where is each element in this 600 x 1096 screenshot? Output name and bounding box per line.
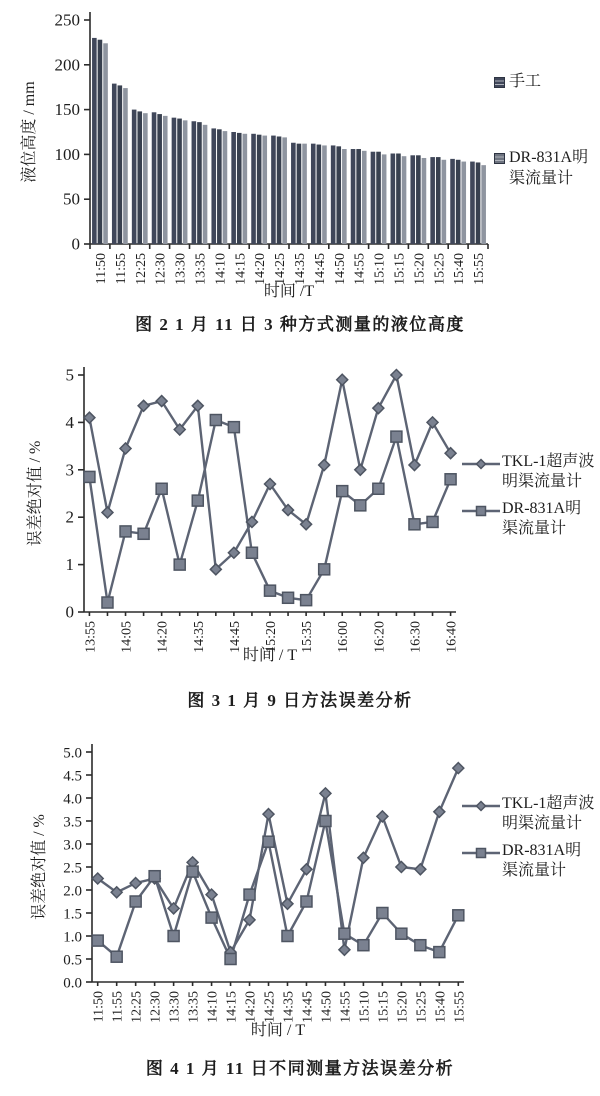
figure-3-legend bbox=[462, 452, 596, 540]
data-point-diamond bbox=[427, 417, 438, 428]
data-point-diamond bbox=[409, 460, 420, 471]
x-axis-tick-label: 13:30 bbox=[173, 253, 189, 285]
data-point-square bbox=[156, 483, 167, 494]
x-axis-title: 时间 /T bbox=[263, 283, 315, 300]
bar bbox=[342, 149, 347, 244]
y-axis-tick-label: 100 bbox=[54, 144, 80, 164]
data-point-diamond bbox=[301, 864, 312, 875]
x-axis-tick-label: 14:45 bbox=[300, 991, 316, 1023]
data-point-diamond bbox=[206, 889, 217, 900]
data-point-square bbox=[373, 483, 384, 494]
data-point-square bbox=[319, 564, 330, 575]
data-point-diamond bbox=[445, 448, 456, 459]
figure-4-legend bbox=[462, 794, 596, 882]
x-axis-tick-label: 14:05 bbox=[119, 621, 135, 653]
x-axis-tick-label: 12:30 bbox=[148, 991, 164, 1023]
x-axis-tick-label: 16:00 bbox=[336, 621, 352, 653]
bar bbox=[243, 134, 248, 244]
x-axis-title: 时间 / T bbox=[250, 1022, 306, 1039]
data-point-diamond bbox=[282, 898, 293, 909]
data-point-diamond bbox=[337, 374, 348, 385]
y-axis-tick-label: 4 bbox=[65, 412, 74, 432]
bar bbox=[152, 112, 157, 244]
y-axis-tick-label: 0.5 bbox=[63, 952, 82, 969]
data-point-square bbox=[174, 559, 185, 570]
data-point-diamond bbox=[319, 460, 330, 471]
y-axis-tick-label: 150 bbox=[54, 100, 80, 120]
bar bbox=[362, 151, 367, 244]
x-axis-tick-label: 11:50 bbox=[91, 991, 107, 1023]
data-point-square bbox=[391, 431, 402, 442]
bar bbox=[98, 40, 103, 244]
data-point-square bbox=[445, 474, 456, 485]
data-point-diamond bbox=[84, 412, 95, 423]
bar bbox=[410, 155, 415, 244]
bar bbox=[237, 133, 242, 244]
legend-line-diamond-icon bbox=[462, 799, 500, 813]
data-point-diamond bbox=[453, 763, 464, 774]
x-axis-tick-label: 14:50 bbox=[332, 253, 348, 285]
data-point-square bbox=[301, 595, 312, 606]
x-axis-tick-label: 15:15 bbox=[392, 253, 408, 285]
data-point-diamond bbox=[477, 802, 486, 811]
figure-4 bbox=[0, 728, 600, 1096]
y-axis-tick-label: 1.0 bbox=[63, 929, 82, 946]
legend-label: DR-831A明渠流量计 bbox=[502, 841, 582, 880]
data-point-square bbox=[263, 836, 274, 847]
x-axis-tick-label: 14:45 bbox=[227, 621, 243, 653]
x-axis-tick-label: 15:25 bbox=[432, 253, 448, 285]
x-axis-tick-label: 14:25 bbox=[273, 253, 289, 285]
figure-3-caption: 图 3 1 月 9 日方法误差分析 bbox=[187, 691, 413, 710]
x-axis-tick-label: 15:35 bbox=[300, 621, 316, 653]
y-axis-tick-label: 3 bbox=[65, 460, 74, 480]
x-axis-tick-label: 14:55 bbox=[352, 253, 368, 285]
x-axis-tick-label: 14:55 bbox=[338, 991, 354, 1023]
x-axis-tick-label: 14:35 bbox=[191, 621, 207, 653]
x-axis-tick-label: 15:40 bbox=[433, 991, 449, 1023]
bar bbox=[192, 121, 197, 244]
data-point-square bbox=[409, 519, 420, 530]
bar bbox=[223, 131, 228, 244]
bar bbox=[470, 162, 475, 244]
figure-4-caption: 图 4 1 月 11 日不同测量方法误差分析 bbox=[145, 1059, 455, 1078]
data-point-square bbox=[206, 912, 217, 923]
data-point-diamond bbox=[244, 914, 255, 925]
x-axis-tick-label: 14:20 bbox=[253, 253, 269, 285]
data-point-square bbox=[210, 415, 221, 426]
data-point-diamond bbox=[138, 400, 149, 411]
bar bbox=[436, 157, 441, 244]
data-point-diamond bbox=[355, 464, 366, 475]
y-axis-tick-label: 250 bbox=[54, 10, 80, 30]
data-point-square bbox=[92, 935, 103, 946]
data-point-square bbox=[337, 486, 348, 497]
bar bbox=[402, 156, 407, 244]
y-axis-tick-label: 0.0 bbox=[63, 975, 82, 992]
data-point-square bbox=[168, 931, 179, 942]
bar bbox=[183, 120, 188, 244]
x-axis-title: 时间 / T bbox=[242, 647, 298, 664]
x-axis-tick-label: 15:25 bbox=[414, 991, 430, 1023]
x-axis-tick-label: 14:15 bbox=[224, 991, 240, 1023]
data-point-square bbox=[84, 471, 95, 482]
data-point-square bbox=[138, 528, 149, 539]
bar bbox=[430, 157, 435, 244]
y-axis-tick-label: 2.5 bbox=[63, 860, 82, 877]
data-point-diamond bbox=[320, 788, 331, 799]
data-point-square bbox=[192, 495, 203, 506]
data-point-square bbox=[225, 954, 236, 965]
bar bbox=[143, 113, 148, 244]
y-axis-tick-label: 50 bbox=[63, 189, 80, 209]
data-point-square bbox=[377, 908, 388, 919]
data-point-square bbox=[427, 516, 438, 527]
y-axis-tick-label: 4.0 bbox=[63, 791, 82, 808]
x-axis-tick-label: 14:25 bbox=[262, 991, 278, 1023]
bar bbox=[157, 114, 162, 244]
legend-entry bbox=[462, 794, 596, 835]
bar bbox=[376, 152, 381, 244]
error-analysis-line-chart-jan11 bbox=[0, 728, 600, 1046]
y-axis-tick-label: 1.5 bbox=[63, 906, 82, 923]
legend-line-square-icon bbox=[462, 504, 500, 518]
data-point-square bbox=[265, 585, 276, 596]
data-point-diamond bbox=[263, 809, 274, 820]
y-axis-title: 误差绝对值 / % bbox=[31, 814, 48, 920]
x-axis-tick-label: 15:55 bbox=[452, 991, 468, 1023]
bar bbox=[351, 149, 356, 244]
figure-2 bbox=[0, 4, 600, 352]
data-point-diamond bbox=[396, 862, 407, 873]
bar bbox=[163, 116, 168, 244]
y-axis-title: 误差绝对值 / % bbox=[27, 440, 44, 547]
x-axis-tick-label: 14:20 bbox=[243, 991, 259, 1023]
bar bbox=[356, 149, 361, 244]
bar bbox=[262, 136, 267, 244]
x-axis-tick-label: 14:50 bbox=[319, 991, 335, 1023]
bar bbox=[177, 119, 182, 244]
x-axis-tick-label: 15:10 bbox=[372, 253, 388, 285]
x-axis-tick-label: 12:25 bbox=[133, 253, 149, 285]
data-point-diamond bbox=[358, 852, 369, 863]
bar bbox=[450, 159, 455, 244]
y-axis-tick-label: 5.0 bbox=[63, 745, 82, 762]
data-point-square bbox=[355, 500, 366, 511]
x-axis-tick-label: 15:20 bbox=[412, 253, 428, 285]
x-axis-tick-label: 15:20 bbox=[264, 621, 279, 653]
data-point-square bbox=[358, 940, 369, 951]
bar bbox=[123, 88, 128, 244]
legend-label: 手工 bbox=[509, 73, 542, 90]
y-axis-tick-label: 2 bbox=[65, 507, 74, 527]
data-point-square bbox=[283, 592, 294, 603]
bar bbox=[297, 144, 302, 244]
y-axis-tick-label: 3.5 bbox=[63, 814, 82, 831]
legend-label: TKL-1超声波明渠流量计 bbox=[502, 453, 595, 491]
x-axis-tick-label: 14:10 bbox=[213, 253, 229, 285]
bar bbox=[336, 146, 341, 244]
legend-entry bbox=[494, 72, 598, 92]
figure-2-legend bbox=[494, 72, 598, 189]
legend-label: DR-831A明渠流量计 bbox=[509, 149, 589, 187]
data-point-square bbox=[301, 896, 312, 907]
bar bbox=[251, 134, 256, 244]
legend-label: TKL-1超声波明渠流量计 bbox=[502, 795, 595, 833]
y-axis-tick-label: 4.5 bbox=[63, 768, 82, 785]
data-point-diamond bbox=[339, 944, 350, 955]
bar bbox=[481, 165, 486, 244]
x-axis-tick-label: 16:20 bbox=[372, 621, 388, 653]
data-point-square bbox=[396, 928, 407, 939]
y-axis-tick-label: 1 bbox=[65, 555, 74, 575]
x-axis-tick-label: 12:25 bbox=[129, 991, 145, 1023]
bar bbox=[231, 132, 236, 244]
legend-entry bbox=[494, 148, 598, 189]
data-point-square bbox=[434, 947, 445, 958]
bar bbox=[311, 144, 316, 244]
bar bbox=[197, 122, 202, 244]
bar bbox=[132, 110, 137, 244]
data-point-square bbox=[187, 866, 198, 877]
data-point-square bbox=[477, 848, 486, 857]
bar bbox=[257, 135, 262, 244]
bar bbox=[302, 144, 307, 244]
bar bbox=[322, 145, 327, 244]
data-point-square bbox=[415, 940, 426, 951]
x-axis-tick-label: 15:15 bbox=[376, 991, 392, 1023]
legend-entry bbox=[462, 841, 596, 882]
bar bbox=[103, 43, 108, 244]
bar bbox=[172, 118, 177, 244]
x-axis-tick-label: 15:55 bbox=[472, 253, 488, 285]
bar bbox=[476, 162, 481, 244]
bar bbox=[291, 143, 296, 244]
data-point-square bbox=[477, 506, 486, 515]
x-axis-tick-label: 16:40 bbox=[444, 621, 460, 653]
x-axis-tick-label: 12:30 bbox=[153, 253, 169, 285]
x-axis-tick-label: 14:20 bbox=[155, 621, 171, 653]
bar bbox=[317, 145, 322, 244]
data-point-diamond bbox=[130, 878, 141, 889]
legend-label: DR-831A明渠流量计 bbox=[502, 499, 582, 538]
figure-2-caption: 图 2 1 月 11 日 3 种方式测量的液位高度 bbox=[135, 315, 465, 334]
data-point-square bbox=[130, 896, 141, 907]
legend-swatch-icon bbox=[494, 77, 505, 88]
data-point-square bbox=[149, 871, 160, 882]
data-point-diamond bbox=[415, 864, 426, 875]
series-line bbox=[89, 420, 450, 603]
x-axis-tick-label: 13:30 bbox=[167, 991, 183, 1023]
bar bbox=[282, 137, 287, 244]
y-axis-tick-label: 2.0 bbox=[63, 883, 82, 900]
legend-line-square-icon bbox=[462, 846, 500, 860]
data-point-square bbox=[244, 889, 255, 900]
x-axis-tick-label: 14:35 bbox=[281, 991, 297, 1023]
y-axis-tick-label: 200 bbox=[54, 55, 80, 75]
bar bbox=[331, 145, 336, 244]
data-point-square bbox=[282, 931, 293, 942]
data-point-square bbox=[246, 547, 257, 558]
bar bbox=[442, 160, 447, 244]
data-point-square bbox=[120, 526, 131, 537]
bar bbox=[371, 152, 376, 244]
bar bbox=[416, 155, 421, 244]
bar bbox=[217, 129, 222, 244]
data-point-diamond bbox=[120, 443, 131, 454]
bar bbox=[271, 136, 276, 244]
bar bbox=[92, 38, 97, 244]
legend-swatch-icon bbox=[494, 153, 505, 164]
y-axis-tick-label: 0 bbox=[71, 234, 80, 254]
data-point-square bbox=[320, 816, 331, 827]
bar bbox=[277, 136, 282, 244]
y-axis-tick-label: 5 bbox=[65, 365, 74, 385]
data-point-diamond bbox=[434, 806, 445, 817]
x-axis-tick-label: 15:10 bbox=[357, 991, 373, 1023]
x-axis-tick-label: 15:20 bbox=[395, 991, 411, 1023]
data-point-square bbox=[339, 928, 350, 939]
data-point-diamond bbox=[373, 403, 384, 414]
x-axis-tick-label: 13:55 bbox=[83, 621, 99, 653]
data-point-square bbox=[102, 597, 113, 608]
x-axis-tick-label: 11:55 bbox=[110, 991, 126, 1023]
legend-swatch bbox=[495, 154, 505, 164]
y-axis-tick-label: 3.0 bbox=[63, 837, 82, 854]
x-axis-tick-label: 14:45 bbox=[312, 253, 328, 285]
data-point-square bbox=[453, 910, 464, 921]
data-point-square bbox=[111, 951, 122, 962]
x-axis-tick-label: 11:55 bbox=[113, 253, 129, 285]
legend-swatch bbox=[495, 78, 505, 88]
figure-3 bbox=[0, 352, 600, 728]
bar bbox=[396, 154, 401, 245]
legend-entry bbox=[462, 452, 596, 493]
data-point-diamond bbox=[102, 507, 113, 518]
x-axis-tick-label: 16:30 bbox=[408, 621, 424, 653]
data-point-diamond bbox=[391, 370, 402, 381]
bar bbox=[203, 125, 208, 244]
series-line bbox=[98, 768, 459, 952]
data-point-square bbox=[228, 422, 239, 433]
bar bbox=[112, 84, 117, 244]
bar bbox=[456, 160, 461, 244]
bar bbox=[118, 85, 123, 244]
y-axis-title: 液位高度 / mm bbox=[21, 81, 38, 183]
x-axis-tick-label: 14:10 bbox=[205, 991, 221, 1023]
y-axis-tick-label: 0 bbox=[65, 602, 74, 622]
x-axis-tick-label: 13:35 bbox=[193, 253, 209, 285]
bar bbox=[137, 111, 142, 244]
x-axis-tick-label: 15:40 bbox=[452, 253, 468, 285]
bar bbox=[461, 162, 466, 244]
x-axis-tick-label: 14:35 bbox=[292, 253, 308, 285]
x-axis-tick-label: 14:15 bbox=[233, 253, 249, 285]
bar bbox=[391, 154, 396, 245]
bar bbox=[422, 158, 427, 244]
x-axis-tick-label: 13:35 bbox=[186, 991, 202, 1023]
legend-line-diamond-icon bbox=[462, 457, 500, 471]
legend-entry bbox=[462, 499, 596, 540]
x-axis-tick-label: 11:50 bbox=[93, 253, 109, 285]
data-point-diamond bbox=[477, 460, 486, 469]
bar bbox=[382, 154, 387, 244]
data-point-diamond bbox=[377, 811, 388, 822]
bar bbox=[211, 128, 216, 244]
